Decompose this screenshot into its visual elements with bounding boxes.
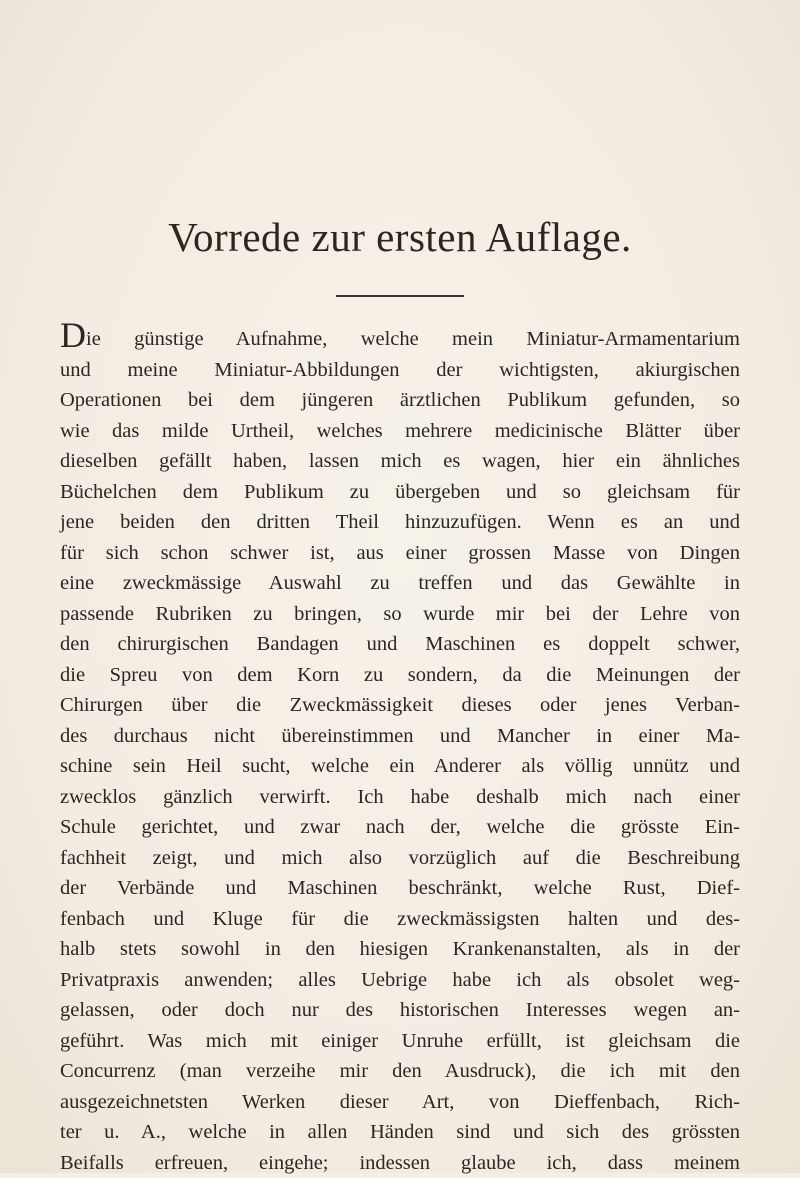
text-line: wie das milde Urtheil, welches mehrere medicinische Blätter über [60,416,740,447]
text-line: die Spreu von dem Korn zu sondern, da die Meinungen der [60,660,740,691]
text-line: Schule gerichtet, und zwar nach der, welche die grösste Ein- [60,812,740,843]
text-line: Operationen bei dem jüngeren ärztlichen Publikum gefunden, so [60,385,740,416]
page-title: Vorrede zur ersten Auflage. [0,213,800,261]
text-line: gelassen, oder doch nur des historischen Interesses wegen an- [60,995,740,1026]
text-line: fenbach und Kluge für die zweckmässigsten halten und des- [60,904,740,935]
text-line: Beifalls erfreuen, eingehe; indessen glaube ich, dass meinem [60,1148,740,1178]
text-line: dieselben gefällt haben, lassen mich es wagen, hier ein ähnliches [60,446,740,477]
text-line: des durchaus nicht übereinstimmen und Mancher in einer Ma- [60,721,740,752]
text-line: geführt. Was mich mit einiger Unruhe erfüllt, ist gleichsam die [60,1026,740,1057]
text-line: halb stets sowohl in den hiesigen Krankenanstalten, als in der [60,934,740,965]
title-rule [336,295,464,297]
text-line: zwecklos gänzlich verwirft. Ich habe deshalb mich nach einer [60,782,740,813]
text-line: für sich schon schwer ist, aus einer grossen Masse von Dingen [60,538,740,569]
text-line: passende Rubriken zu bringen, so wurde mir bei der Lehre von [60,599,740,630]
text-line: Concurrenz (man verzeihe mir den Ausdruck), die ich mit den [60,1056,740,1087]
text-line: ter u. A., welche in allen Händen sind und sich des grössten [60,1117,740,1148]
text-line: jene beiden den dritten Theil hinzuzufügen. Wenn es an und [60,507,740,538]
text-line: eine zweckmässige Auswahl zu treffen und das Gewählte in [60,568,740,599]
text-line: ausgezeichnetsten Werken dieser Art, von Dieffenbach, Rich- [60,1087,740,1118]
drop-cap: D [60,315,86,355]
text-line: der Verbände und Maschinen beschränkt, welche Rust, Dief- [60,873,740,904]
text-line: Büchelchen dem Publikum zu übergeben und so gleichsam für [60,477,740,508]
text-line: den chirurgischen Bandagen und Maschinen es doppelt schwer, [60,629,740,660]
text-line: Chirurgen über die Zweckmässigkeit dieses oder jenes Verban- [60,690,740,721]
text-line: Die günstige Aufnahme, welche mein Miniatur-Armamentarium [60,324,740,355]
text-line: schine sein Heil sucht, welche ein Anderer als völlig unnütz und [60,751,740,782]
preface-body [60,324,740,1178]
text-line: und meine Miniatur-Abbildungen der wichtigsten, akiurgischen [60,355,740,386]
text-line: Privatpraxis anwenden; alles Uebrige habe ich als obsolet weg- [60,965,740,996]
text-line: fachheit zeigt, und mich also vorzüglich auf die Beschreibung [60,843,740,874]
